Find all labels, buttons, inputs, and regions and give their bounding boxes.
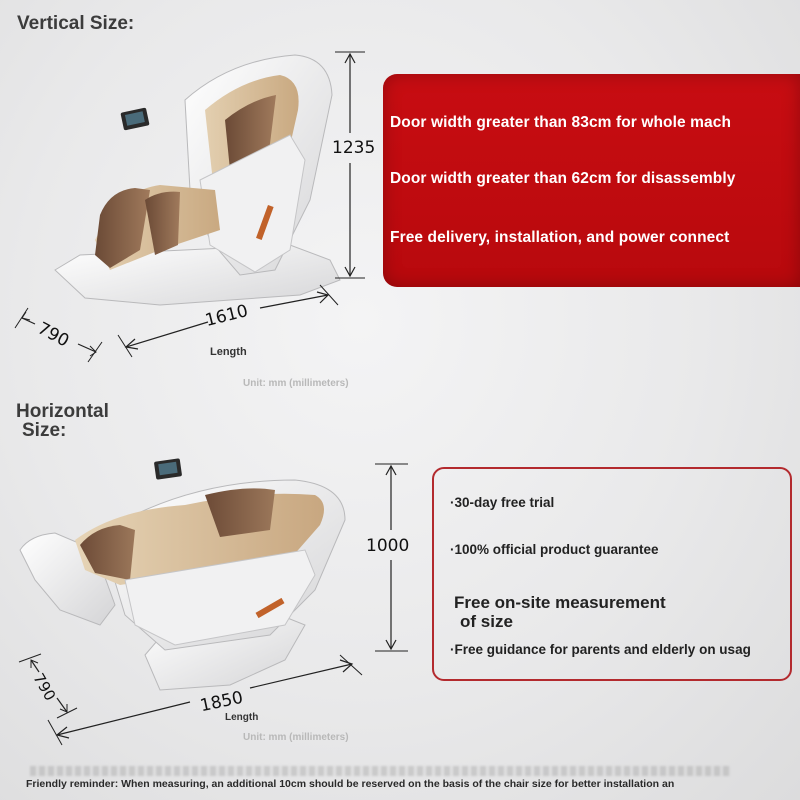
bullet-icon: · [450, 642, 455, 657]
feature-item-measurement-line2: of size [460, 612, 513, 631]
unit-note-bottom: Unit: mm (millimeters) [243, 732, 349, 743]
length-dimension-label: 1610 [203, 301, 251, 331]
horizontal-size-heading-line1: Horizontal [16, 401, 109, 422]
length-caption: Length [210, 346, 247, 358]
feature-item-measurement: Free on-site measurement [454, 593, 666, 612]
reclined-width-dimension-label: 790 [29, 670, 60, 704]
height-dimension-arrow [325, 45, 375, 285]
feature-item-free-trial: ·30-day free trial [450, 495, 555, 510]
free-delivery-text: Free delivery, installation, and power connect [390, 229, 730, 246]
blurred-text-strip [30, 766, 730, 776]
bullet-icon: · [450, 542, 455, 557]
reclined-height-dimension-arrow [370, 458, 420, 658]
bullet-icon: · [450, 495, 455, 510]
friendly-reminder-footer: Friendly reminder: When measuring, an additional 10cm should be reserved on the basis of the chair size for better installation an [26, 778, 675, 790]
horizontal-size-heading-line2: Size: [22, 420, 67, 441]
reclined-height-dimension-label: 1000 [366, 536, 410, 556]
width-dimension-label: 790 [34, 318, 73, 352]
reclined-length-dimension-label: 1850 [198, 687, 245, 717]
unit-note-top: Unit: mm (millimeters) [243, 378, 349, 389]
feature-item-guidance: ·Free guidance for parents and elderly on usag [450, 642, 751, 657]
door-width-whole-text: Door width greater than 83cm for whole mach [390, 114, 732, 131]
installation-requirements-panel [383, 74, 800, 287]
feature-item-guarantee: ·100% official product guarantee [450, 542, 659, 557]
service-features-panel [432, 467, 792, 681]
height-dimension-label: 1235 [332, 138, 376, 158]
door-width-disassembly-text: Door width greater than 62cm for disassembly [390, 170, 736, 187]
reclined-length-caption: Length [225, 712, 259, 723]
vertical-size-heading: Vertical Size: [17, 13, 135, 34]
